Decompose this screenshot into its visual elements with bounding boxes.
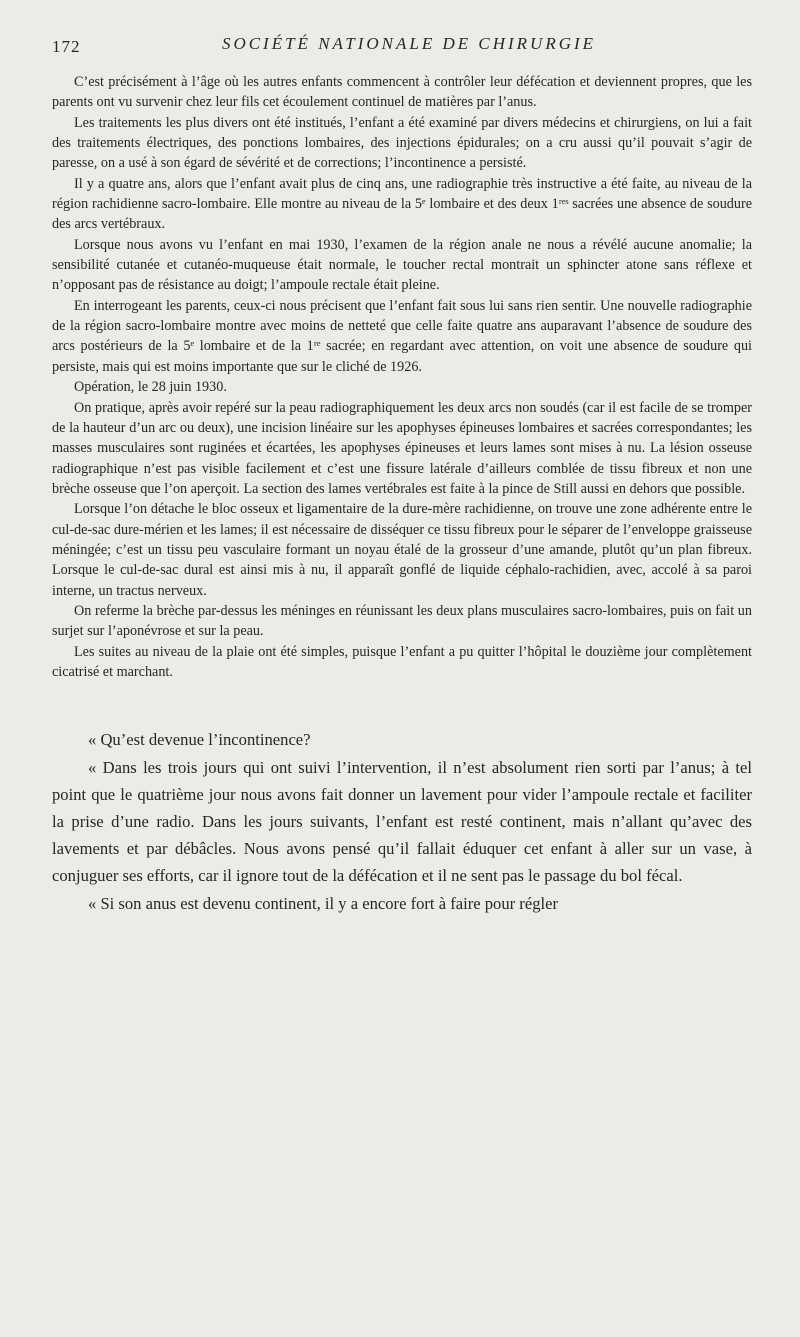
paragraph-first-radiograph: Il y a quatre ans, alors que l’enfant avait plus de cinq ans, une radiographie très instructive a été faite, au niveau de la région rachidienne sacro-lombaire. Elle montre au niveau de la 5ᵉ lombaire et des deux 1ʳᵉˢ sacrées une absence de soudure des arcs vertébraux. [52,175,752,233]
paragraph-second-radiograph: En interrogeant les parents, ceux-ci nous précisent que l’enfant fait sous lui sans rien sentir. Une nouvelle radiographie de la région sacro-lombaire montre avec moins de netteté que celle faite quatre ans auparavant l’absence de soudure des arcs postérieurs de la 5ᵉ lombaire et de la 1ʳᵉ sacrée; en regardant avec attention, on voit une absence de soudure qui persiste, mais qui est moins importante que sur le cliché de 1926. [52,297,752,375]
running-title: SOCIÉTÉ NATIONALE DE CHIRURGIE [221,34,597,53]
section-gap [52,682,752,726]
case-report-text [52,72,752,682]
paragraph-outcome: Les suites au niveau de la plaie ont été simples, puisque l’enfant a pu quitter l’hôpital le douzième jour complètement cicatrisé et marchant. [52,643,752,680]
paragraph-examination: Lorsque nous avons vu l’enfant en mai 1930, l’examen de la région anale ne nous a révélé aucune anomalie; la sensibilité cutanée et cutanéo-muqueuse était normale, le toucher rectal montrait un sphincter atone sans réflexe et n’opposant pas de résistance au doigt; l’ampoule rectale était pleine. [52,236,752,294]
paragraph-post-operation: « Dans les trois jours qui ont suivi l’intervention, il n’est absolument rien sorti par l’anus; à tel point que le quatrième jour nous avons fait donner un lavement pour vider l’ampoule rectale et faciliter la prise d’une radio. Dans les jours suivants, l’enfant est resté continent, mais n’allant qu’avec des lavements et par débâcles. Nous avons pensé qu’il fallait éduquer cet enfant à aller sur un vase, à conjuguer ses efforts, car il ignore tout de la défécation et il ne sent pas le passage du bol fécal. [52,757,752,886]
page-header [52,0,752,64]
paragraph-incision: On pratique, après avoir repéré sur la peau radiographiquement les deux arcs non soudés (car il est facile de se tromper de la hauteur d’un arc ou deux), une incision linéaire sur les apophyses épineuses lombaires et sacrées correspondantes; les masses musculaires sont ruginées et écartées, les apophyses épineuses et leurs lames sont mises à nu. La lésion osseuse radiographique n’est pas visible facilement et c’est une fissure latérale d’ailleurs comblée de tissu fibreux et non une brèche osseuse que l’on aperçoit. La section des lames vertébrales est faite à la pince de Still aussi en dehors que possible. [52,399,752,497]
page-number: 172 [52,37,81,56]
paragraph-continent-anus: « Si son anus est devenu continent, il y a encore fort à faire pour régler [88,893,558,913]
paragraph-operation-date: Opération, le 28 juin 1930. [74,379,227,396]
paragraph-early-age: C’est précisément à l’âge où les autres enfants commencent à contrôler leur défécation et deviennent propres, que les parents ont vu survenir chez leur fils cet écoulement continuel de matières par l’anus. [52,74,752,111]
paragraph-question: « Qu’est devenue l’incontinence? [88,730,311,750]
paragraph-closure: On referme la brèche par-dessus les méninges en réunissant les deux plans musculaires sacro-lombaires, puis on fait un surjet sur l’aponévrose et sur la peau. [52,602,752,640]
paragraph-treatments: Les traitements les plus divers ont été institués, l’enfant a été examiné par divers médecins et chirurgiens, on lui a fait des traitements électriques, des ponctions lombaires, des injections épidurales; on a cru aussi qu’il pouvait s’agir de paresse, on a usé à son égard de sévérité et de corrections; l’incontinence a persisté. [52,114,752,172]
paragraph-dura-mater: Lorsque l’on détache le bloc osseux et ligamentaire de la dure-mère rachidienne, on trouve une zone adhérente entre le cul-de-sac dure-mérien et les lames; il est nécessaire de disséquer ce tissu fibreux pour le séparer de l’enveloppe graisseuse méningée; c’est un tissu peu vasculaire formant un noyau étalé de la grosseur d’une amande, plutôt qu’un plan fibreux. Lorsque le cul-de-sac dural est ainsi mis à nu, il apparaît gonflé de liquide céphalo-rachidien, avec, accolé à sa paroi interne, un tractus nerveux. [52,501,752,599]
discussion-text [52,726,752,916]
